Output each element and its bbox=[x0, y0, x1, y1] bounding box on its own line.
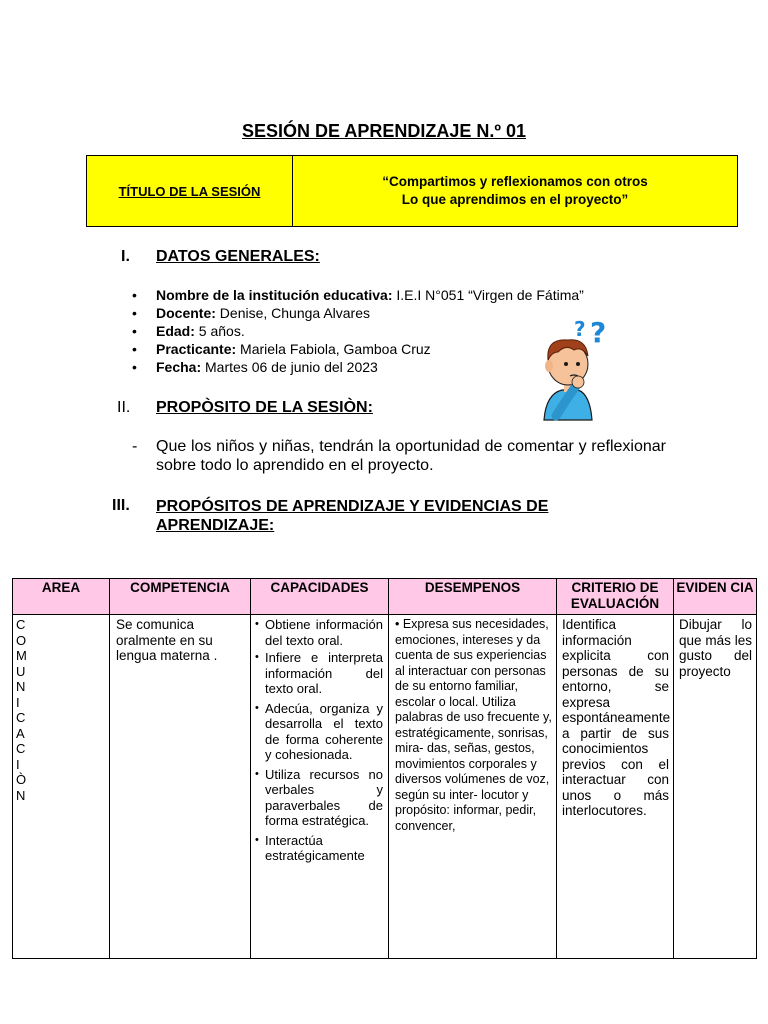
cell-competencia: Se comunica oralmente en su lengua materna . bbox=[110, 615, 251, 959]
list-item bbox=[132, 340, 584, 358]
section-2-number: II. bbox=[117, 399, 131, 416]
header-desempenos: DESEMPENOS bbox=[389, 579, 557, 615]
header-capacidades: CAPACIDADES bbox=[251, 579, 389, 615]
capacity-item: • Infiere e interpreta información del texto oral. bbox=[255, 650, 383, 696]
svg-text:?: ? bbox=[574, 317, 586, 341]
field-value: Mariela Fabiola, Gamboa Cruz bbox=[236, 341, 431, 357]
header-criterio: CRITERIO DE EVALUACIÓN bbox=[557, 579, 674, 615]
table-header-row bbox=[13, 579, 757, 615]
list-item bbox=[132, 322, 584, 340]
section-3-number: III. bbox=[112, 497, 130, 514]
field-label: Edad: bbox=[156, 323, 195, 339]
field-value: Martes 06 de junio del 2023 bbox=[201, 359, 378, 375]
field-label: Fecha: bbox=[156, 359, 202, 375]
area-letter: U bbox=[16, 663, 26, 679]
header-area: AREA bbox=[13, 579, 110, 615]
area-letter: O bbox=[16, 632, 27, 648]
general-data-list bbox=[132, 286, 584, 376]
purpose-dash: - bbox=[132, 438, 138, 455]
cell-criterio: Identifica información explicita con personas de su entorno, se expresa espontáneamente a partir de sus conocimientos previos con el interactuar con unos o más interlocutores. bbox=[557, 615, 674, 959]
learning-purposes-table bbox=[12, 578, 757, 959]
cell-area bbox=[13, 615, 110, 959]
field-value: Denise, Chunga Alvares bbox=[215, 305, 370, 321]
area-letter: N bbox=[16, 679, 26, 694]
section-3-title-line1: PROPÓSITOS DE APRENDIZAJE Y EVIDENCIAS DE bbox=[156, 498, 549, 515]
area-letter: I bbox=[16, 694, 20, 710]
table-row bbox=[13, 615, 757, 959]
area-letter: A bbox=[16, 725, 25, 741]
thinking-boy-icon bbox=[536, 316, 612, 422]
field-value: 5 años. bbox=[194, 323, 245, 339]
capacity-item: • Interactúa estratégicamente bbox=[255, 832, 365, 863]
capacity-item: • Obtiene información del texto oral. bbox=[255, 617, 383, 648]
header-evidencia: EVIDEN CIA bbox=[674, 579, 757, 615]
page-title: SESIÓN DE APRENDIZAJE N.º 01 bbox=[242, 121, 526, 141]
area-letter: C bbox=[16, 617, 26, 632]
field-label: Practicante: bbox=[156, 341, 237, 357]
section-1-title: DATOS GENERALES: bbox=[156, 248, 320, 265]
area-letter: I bbox=[16, 756, 20, 772]
session-title-line1: “Compartimos y reflexionamos con otros bbox=[382, 174, 648, 189]
area-letter: N bbox=[16, 787, 26, 803]
area-letter: M bbox=[16, 648, 27, 663]
session-title-label: TÍTULO DE LA SESIÓN bbox=[87, 156, 293, 226]
session-title-box bbox=[86, 155, 738, 227]
cell-evidencia: Dibujar lo que más les gusto del proyecto bbox=[674, 615, 757, 959]
field-label: Docente: bbox=[156, 305, 216, 321]
capacity-item: • Utiliza recursos no verbales y paraverbales de forma estratégica. bbox=[255, 766, 383, 828]
section-1-number: I. bbox=[121, 248, 130, 265]
section-3-title bbox=[156, 497, 548, 535]
cell-capacidades bbox=[251, 615, 389, 959]
list-item bbox=[132, 304, 584, 322]
field-value: I.E.I N°051 “Virgen de Fátima” bbox=[392, 287, 584, 303]
area-letter: C bbox=[16, 741, 26, 756]
cell-desempenos: • Expresa sus necesidades, emociones, intereses y da cuenta de sus experiencias al interactuar con personas de su entorno familiar, escolar o local. Utiliza palabras de uso frecuente y, estratégicamente, sonrisas, mira- das, señas, gestos, movimientos corporales y diversos volúmenes de voz, según su inter- locutor y propósito: informar, pedir, convencer, bbox=[389, 615, 557, 959]
capacity-item: • Adecúa, organiza y desarrolla el texto de forma coherente y cohesionada. bbox=[255, 700, 383, 762]
section-3-title-line2: APRENDIZAJE: bbox=[156, 517, 275, 534]
list-item bbox=[132, 286, 584, 304]
purpose-text: Que los niños y niñas, tendrán la oportunidad de comentar y reflexionar sobre todo lo aprendido en el proyecto. bbox=[156, 438, 666, 474]
section-2-title: PROPÒSITO DE LA SESIÒN: bbox=[156, 399, 373, 416]
list-item bbox=[132, 358, 584, 376]
session-title-line2: Lo que aprendimos en el proyecto” bbox=[401, 192, 629, 207]
area-letter: Ò bbox=[16, 772, 27, 787]
area-letter: C bbox=[16, 710, 26, 725]
field-label: Nombre de la institución educativa: bbox=[156, 287, 393, 303]
svg-text:?: ? bbox=[590, 316, 607, 349]
header-competencia: COMPETENCIA bbox=[110, 579, 251, 615]
session-title-value bbox=[293, 156, 737, 226]
